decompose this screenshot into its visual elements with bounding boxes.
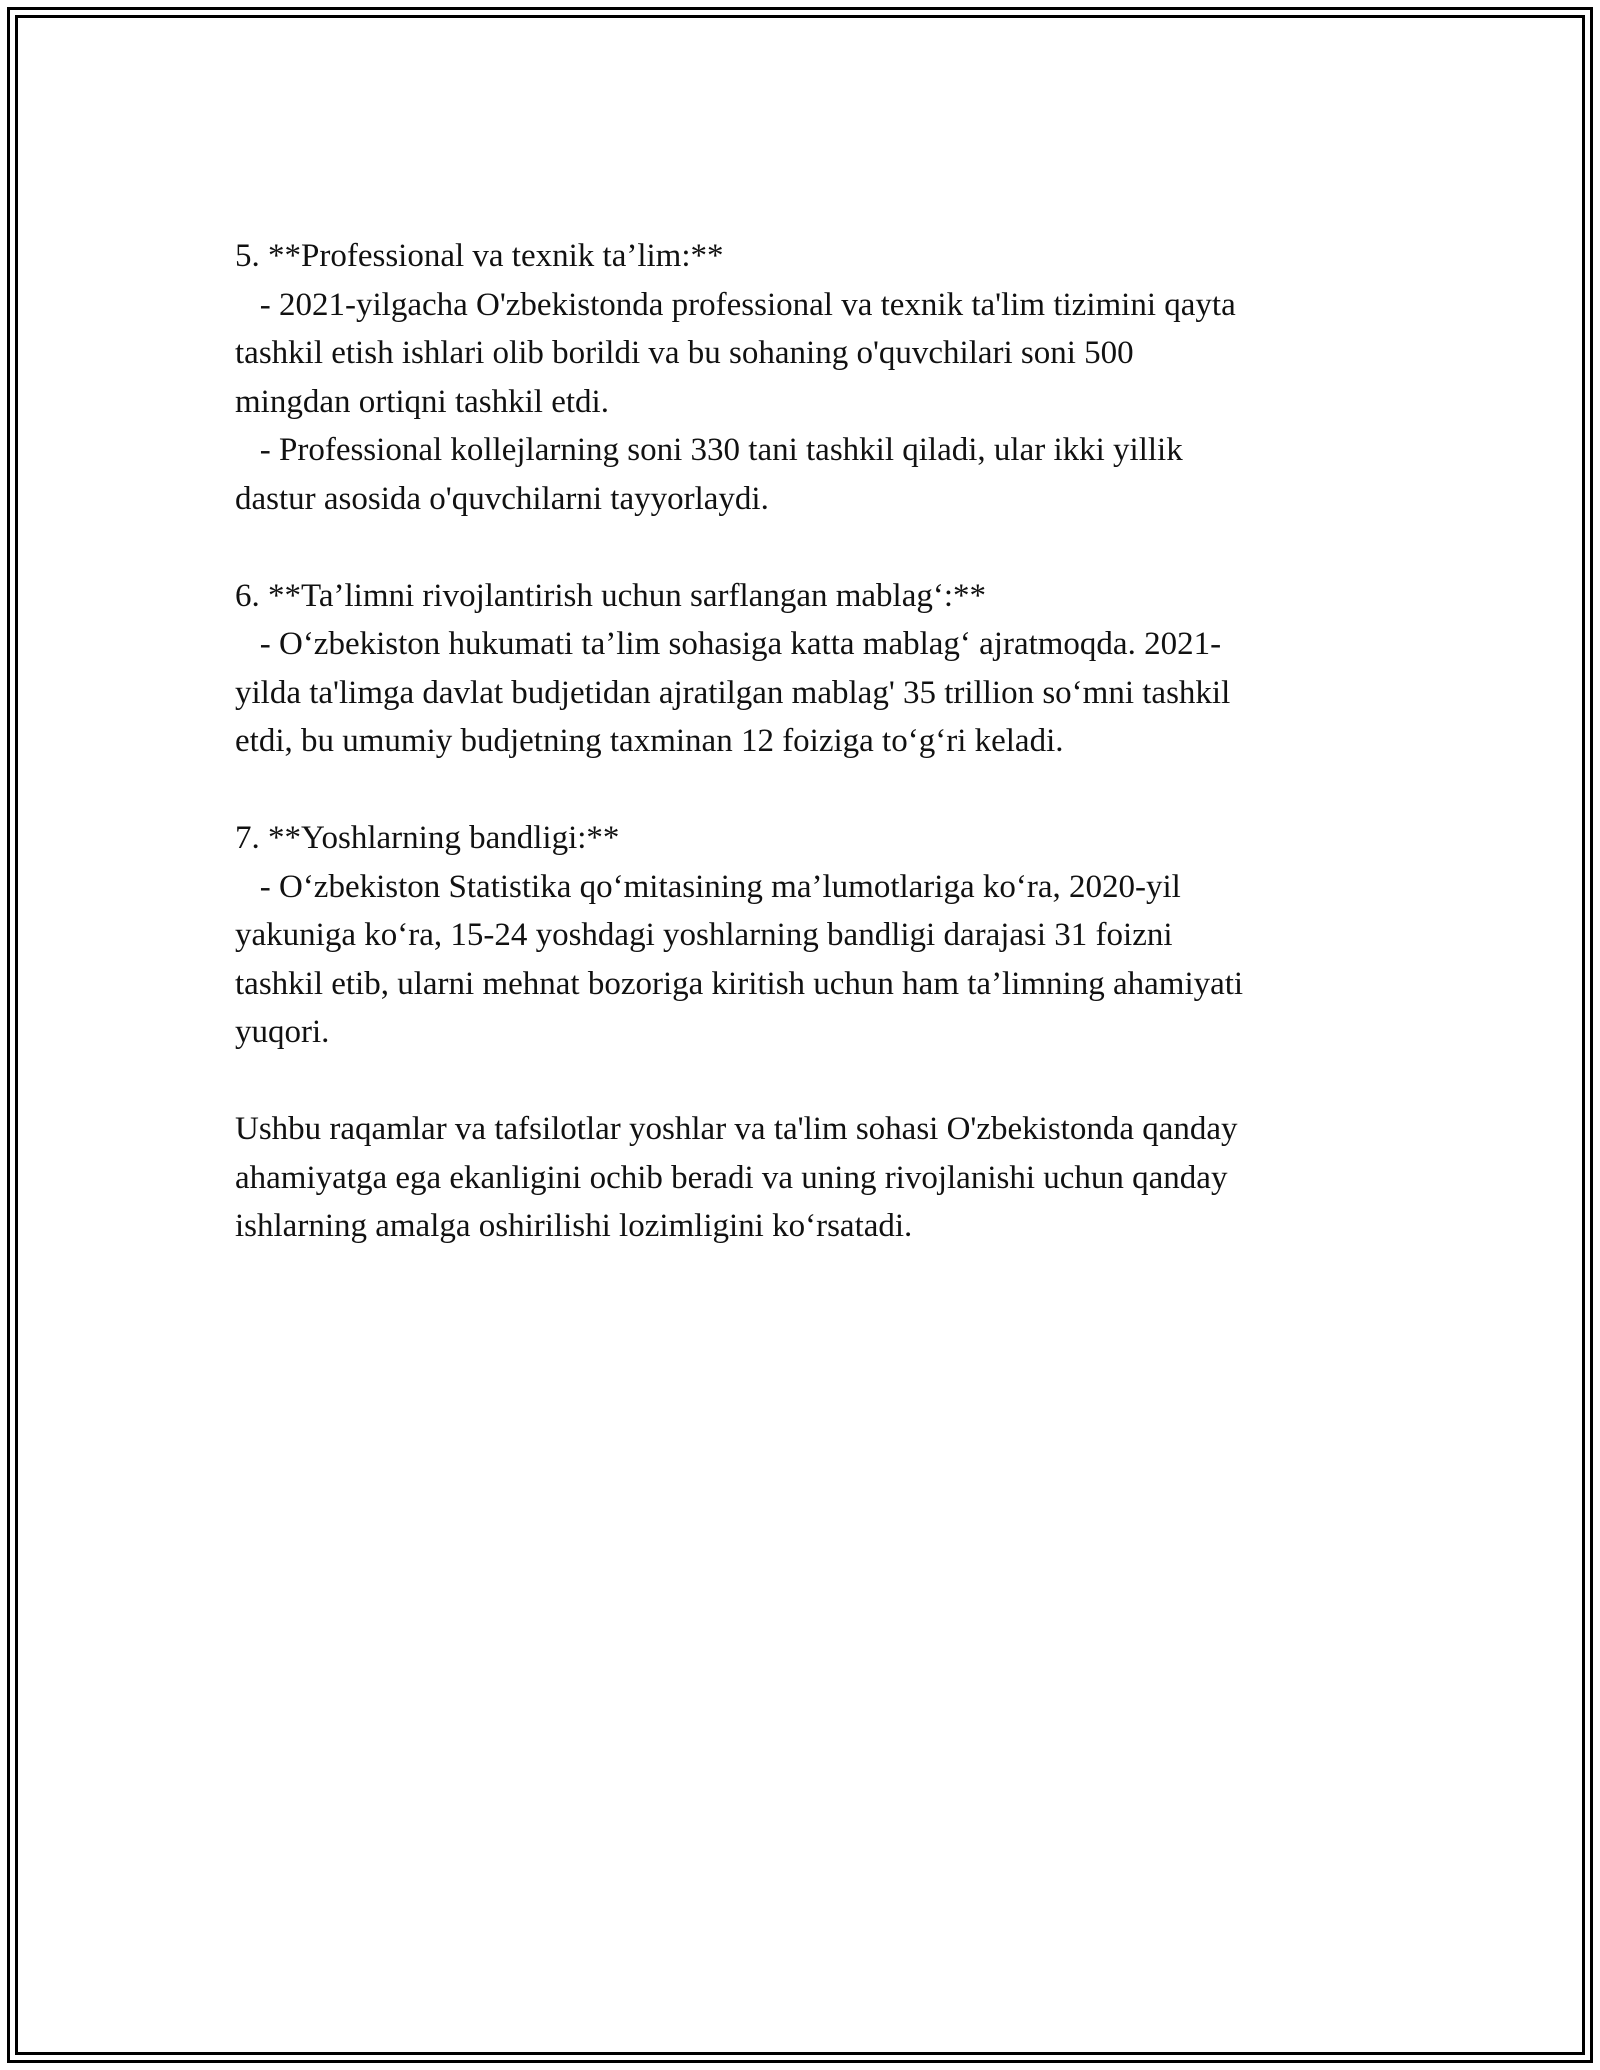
text-line: - O‘zbekiston hukumati ta’lim sohasiga katta mablag‘ ajratmoqda. 2021-: [235, 626, 1222, 662]
text-line: - O‘zbekiston Statistika qo‘mitasining ma’lumotlariga ko‘ra, 2020-yil: [235, 868, 1181, 905]
text-line: - Professional kollejlarning soni 330 tani tashkil qiladi, ular ikki yillik: [235, 432, 1183, 468]
section-heading: 5. **Professional va texnik ta’lim:**: [235, 238, 724, 274]
paragraph-gap: [235, 766, 1365, 815]
text-line: dastur asosida o'quvchilarni tayyorlaydi.: [235, 480, 769, 517]
section-youth-employment: [235, 814, 1365, 1057]
text-line: tashkil etib, ularni mehnat bozoriga kiritish uchun ham ta’limning ahamiyati: [235, 965, 1244, 1002]
text-line: tashkil etish ishlari olib borildi va bu sohaning o'quvchilari soni 500: [235, 335, 1134, 371]
text-line: yilda ta'limga davlat budjetidan ajratilgan mablag' 35 trillion so‘mni tashkil: [235, 674, 1231, 711]
paragraph-gap: [235, 523, 1365, 572]
text-line: ahamiyatga ega ekanligini ochib beradi va uning rivojlanishi uchun qanday: [235, 1159, 1228, 1196]
text-line: etdi, bu umumiy budjetning taxminan 12 foiziga to‘g‘ri keladi.: [235, 723, 1064, 759]
paragraph-gap: [235, 1057, 1365, 1106]
section-heading: 6. **Ta’limni rivojlantirish uchun sarflangan mablag‘:**: [235, 577, 987, 614]
text-line: yakuniga ko‘ra, 15-24 yoshdagi yoshlarning bandligi darajasi 31 foizni: [235, 917, 1173, 953]
text-line: yuqori.: [235, 1014, 330, 1050]
text-line: ishlarning amalga oshirilishi lozimligini ko‘rsatadi.: [235, 1208, 913, 1244]
conclusion-paragraph: [235, 1105, 1365, 1251]
document-body: [235, 232, 1365, 1251]
section-heading: 7. **Yoshlarning bandligi:**: [235, 820, 620, 856]
text-line: mingdan ortiqni tashkil etdi.: [235, 383, 609, 420]
text-line: Ushbu raqamlar va tafsilotlar yoshlar va ta'lim sohasi O'zbekistonda qanday: [235, 1111, 1238, 1147]
section-education-funding: [235, 572, 1365, 766]
section-professional-education: [235, 232, 1365, 523]
text-line: - 2021-yilgacha O'zbekistonda professional va texnik ta'lim tizimini qayta: [235, 286, 1236, 323]
